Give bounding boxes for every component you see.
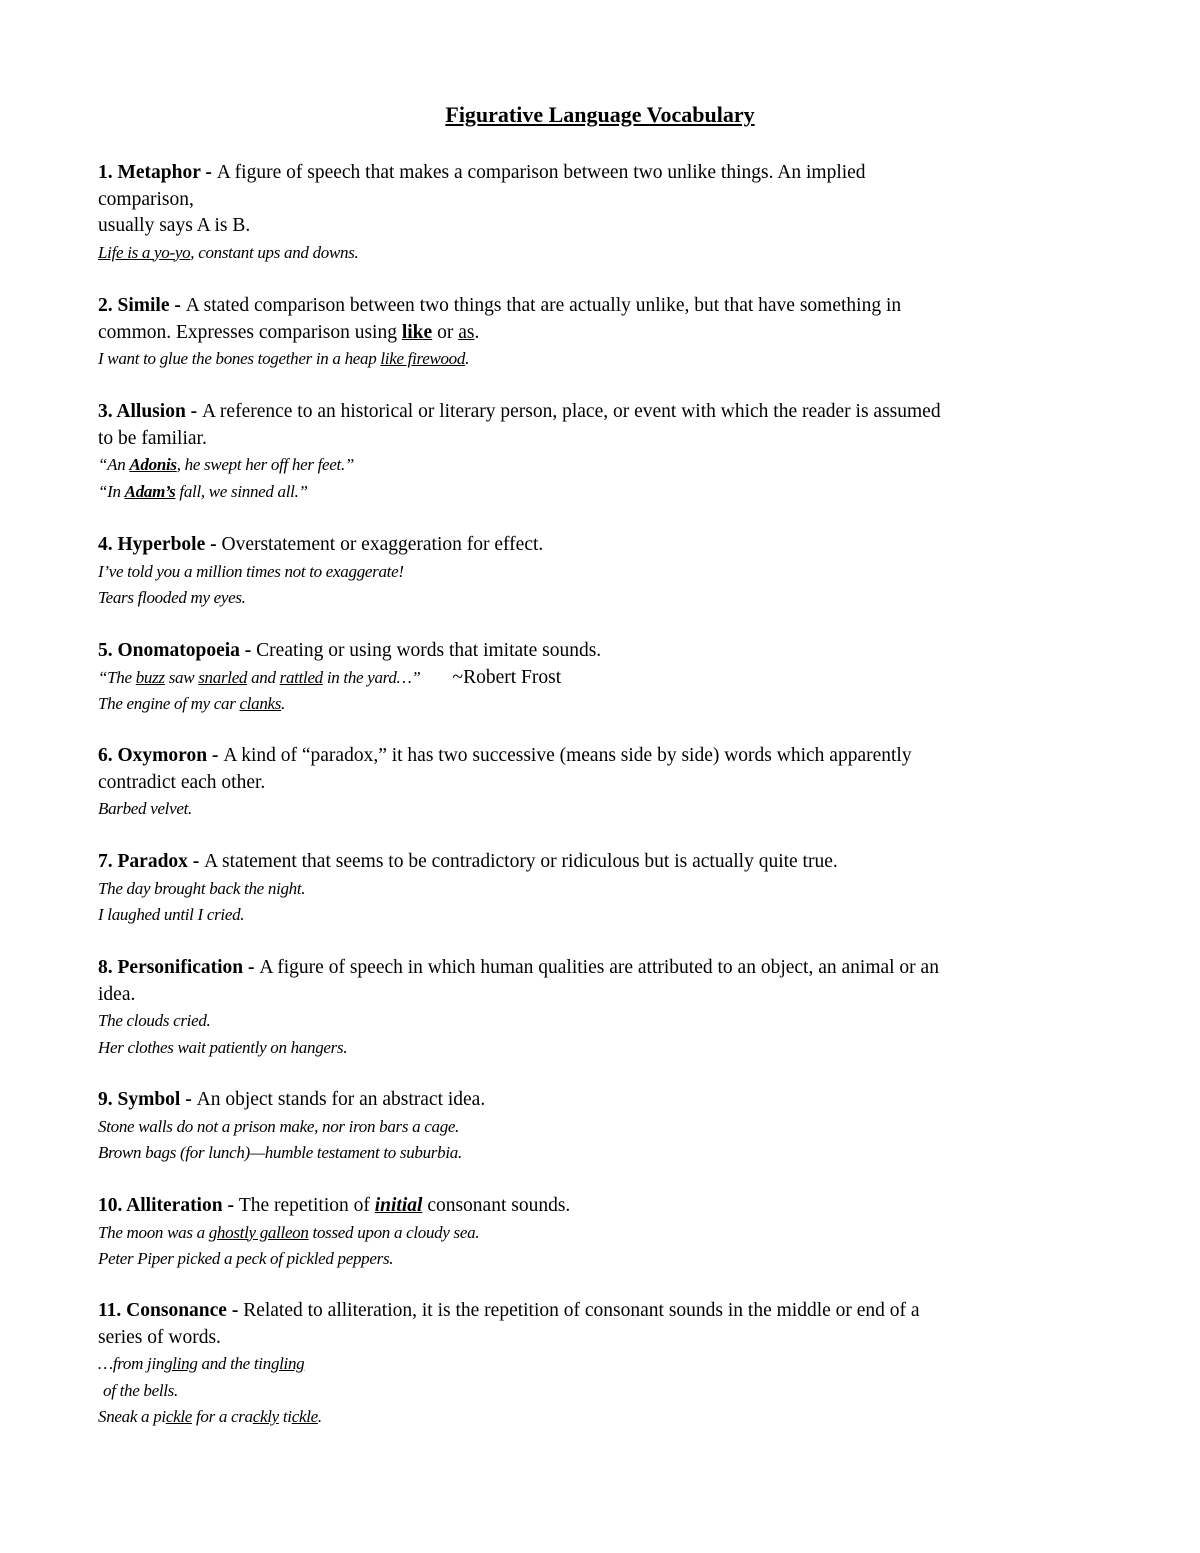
example-line: Stone walls do not a prison make, nor iron bars a cage. — [98, 1116, 460, 1136]
definition-line: series of words. — [98, 1326, 221, 1348]
term-label: 8. Personification - — [98, 957, 260, 978]
entry-hyperbole — [98, 532, 1098, 612]
term-label: 4. Hyperbole - — [98, 534, 222, 555]
term-label: 11. Consonance - — [98, 1300, 244, 1321]
definition-line: 9. Symbol - An object stands for an abstract idea. — [98, 1089, 486, 1110]
example-line: I’ve told you a million times not to exaggerate! — [98, 561, 404, 581]
term-label: 6. Oxymoron - — [98, 745, 224, 766]
example-line: The engine of my car clanks. — [98, 694, 286, 713]
example-line: Brown bags (for lunch)—humble testament to suburbia. — [98, 1143, 462, 1162]
definition-line: contradict each other. — [98, 771, 266, 793]
example-line: Tears flooded my eyes. — [98, 588, 246, 607]
entry-oxymoron — [98, 743, 1098, 823]
entry-consonance — [98, 1298, 1098, 1431]
term-label: 10. Alliteration - — [98, 1195, 239, 1216]
example-line: Life is a yo-yo, constant ups and downs. — [98, 242, 359, 262]
example-line: I want to glue the bones together in a heap like firewood. — [98, 349, 470, 368]
term-label: 9. Symbol - — [98, 1089, 197, 1110]
example-line: Peter Piper picked a peck of pickled peppers. — [98, 1249, 394, 1268]
entry-onomatopoeia — [98, 638, 1098, 718]
definition-line: to be familiar. — [98, 427, 207, 449]
example-line: “The buzz saw snarled and rattled in the yard…” ~Robert Frost — [98, 666, 562, 688]
term-label: 7. Paradox - — [98, 851, 205, 872]
definition-line: 10. Alliteration - The repetition of initial consonant sounds. — [98, 1195, 571, 1216]
example-line: Sneak a pickle for a crackly tickle. — [98, 1407, 322, 1426]
example-line: The clouds cried. — [98, 1011, 211, 1030]
term-label: 3. Allusion - — [98, 401, 203, 422]
example-line: …from jingling and the tingling — [98, 1354, 305, 1373]
entry-paradox — [98, 849, 1098, 929]
definition-line: idea. — [98, 983, 136, 1005]
definition-line: 7. Paradox - A statement that seems to be contradictory or ridiculous but is actually quite true. — [98, 851, 838, 872]
example-line: Barbed velvet. — [98, 799, 192, 818]
definition-line: 3. Allusion - A reference to an historical or literary person, place, or event with which the reader is assumed — [98, 401, 941, 422]
entry-symbol — [98, 1087, 1098, 1167]
example-line: of the bells. — [103, 1380, 178, 1400]
entry-simile — [98, 293, 1098, 373]
example-line: “An Adonis, he swept her off her feet.” — [98, 455, 355, 474]
definition-line: common. Expresses comparison using like or as. — [98, 321, 480, 343]
page-title: Figurative Language Vocabulary — [445, 102, 755, 127]
definition-line: 5. Onomatopoeia - Creating or using words that imitate sounds. — [98, 640, 602, 661]
entry-personification — [98, 955, 1098, 1061]
definition-line: 4. Hyperbole - Overstatement or exaggeration for effect. — [98, 534, 544, 555]
term-label: 5. Onomatopoeia - — [98, 640, 257, 661]
example-line: I laughed until I cried. — [98, 905, 245, 924]
definition-line: comparison, — [98, 188, 194, 210]
definition-line: 2. Simile - A stated comparison between two things that are actually unlike, but that have something in — [98, 295, 902, 316]
example-line: Her clothes wait patiently on hangers. — [98, 1037, 348, 1057]
term-label: 2. Simile - — [98, 295, 186, 316]
example-line: “In Adam’s fall, we sinned all.” — [98, 481, 308, 501]
entry-alliteration — [98, 1193, 1098, 1273]
entry-allusion — [98, 399, 1098, 505]
definition-line: 1. Metaphor - A figure of speech that makes a comparison between two unlike things. An implied — [98, 162, 866, 183]
attribution: ~Robert Frost — [452, 666, 562, 688]
example-line: The day brought back the night. — [98, 878, 306, 898]
definition-line: 8. Personification - A figure of speech in which human qualities are attributed to an object, an animal or an — [98, 957, 939, 978]
definition-line: usually says A is B. — [98, 215, 251, 236]
entry-metaphor — [98, 160, 1098, 266]
example-line: The moon was a ghostly galleon tossed upon a cloudy sea. — [98, 1222, 480, 1242]
term-label: 1. Metaphor - — [98, 162, 217, 183]
definition-line: 11. Consonance - Related to alliteration, it is the repetition of consonant sounds in the middle or end of a — [98, 1300, 920, 1321]
definition-line: 6. Oxymoron - A kind of “paradox,” it has two successive (means side by side) words which apparently — [98, 745, 912, 766]
